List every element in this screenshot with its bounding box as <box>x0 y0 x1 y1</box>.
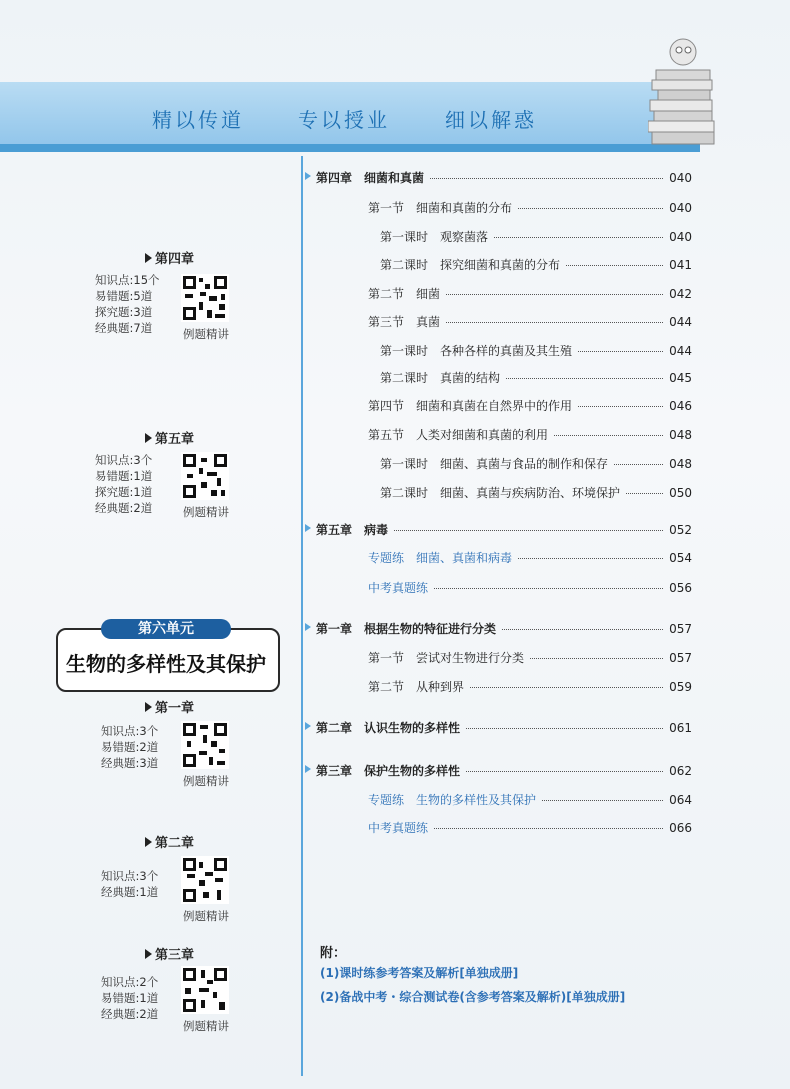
toc-page-number: 041 <box>669 258 692 272</box>
toc-label: 第一节 尝试对生物进行分类 <box>368 651 525 665</box>
toc-page-number: 057 <box>669 651 692 665</box>
toc-row[interactable] <box>368 791 692 808</box>
toc-page-number: 061 <box>669 721 692 735</box>
stat-line: 探究题:3道 <box>95 305 153 319</box>
sidebar-chapter-title: 第五章 <box>145 428 194 447</box>
toc-label: 第一课时 细菌、真菌与食品的制作和保存 <box>380 457 609 471</box>
toc-row[interactable] <box>368 678 692 695</box>
toc-leader-dots <box>446 322 663 323</box>
toc-row[interactable] <box>368 397 692 414</box>
stat-line: 知识点:3个 <box>101 724 159 738</box>
toc-page-number: 046 <box>669 399 692 413</box>
stat-line: 易错题:2道 <box>101 740 159 754</box>
toc-leader-dots <box>434 828 663 829</box>
qr-caption: 例题精讲 <box>183 327 229 341</box>
toc-leader-dots <box>554 435 663 436</box>
motto-2: 专以授业 <box>298 108 390 132</box>
qr-code-icon[interactable] <box>181 274 229 322</box>
toc-row[interactable] <box>316 762 692 779</box>
qr-code-icon[interactable] <box>181 721 229 769</box>
toc-row[interactable] <box>380 228 692 245</box>
toc-label: 专题练 细菌、真菌和病毒 <box>368 551 513 565</box>
qr-code-icon[interactable] <box>181 452 229 500</box>
books-illustration <box>648 30 718 155</box>
sidebar-chapter-title: 第二章 <box>145 832 194 851</box>
toc-row[interactable] <box>316 719 692 736</box>
toc-row[interactable] <box>380 484 692 501</box>
toc-page-number: 040 <box>669 171 692 185</box>
toc-label: 第五节 人类对细菌和真菌的利用 <box>368 428 549 442</box>
toc-page-number: 040 <box>669 230 692 244</box>
chapter-marker-icon <box>305 623 311 631</box>
toc-page-number: 045 <box>669 371 692 385</box>
toc-row[interactable] <box>368 285 692 302</box>
toc-leader-dots <box>466 771 663 772</box>
toc-page-number: 040 <box>669 201 692 215</box>
toc-page-number: 066 <box>669 821 692 835</box>
toc-row[interactable] <box>368 313 692 330</box>
toc-label: 第五章 病毒 <box>316 523 389 537</box>
toc-label: 第三节 真菌 <box>368 315 441 329</box>
unit-tab: 第六单元 <box>101 619 231 639</box>
stat-line: 经典题:2道 <box>95 501 153 515</box>
qr-code-icon[interactable] <box>181 856 229 904</box>
appendix-item[interactable]: (1)课时练参考答案及解析[单独成册] <box>320 966 519 980</box>
toc-page-number: 054 <box>669 551 692 565</box>
toc-row[interactable] <box>368 549 692 566</box>
sidebar-block-u6-ch2 <box>95 832 275 922</box>
toc-label: 第一课时 观察菌落 <box>380 230 489 244</box>
toc-label: 第二课时 真菌的结构 <box>380 371 501 385</box>
toc-label: 第一章 根据生物的特征进行分类 <box>316 622 497 636</box>
toc-row[interactable] <box>316 620 692 637</box>
stat-line: 经典题:1道 <box>101 885 159 899</box>
toc-label: 第四节 细菌和真菌在自然界中的作用 <box>368 399 573 413</box>
toc-leader-dots <box>394 530 663 531</box>
sidebar-chapter-title: 第四章 <box>145 248 194 267</box>
toc-leader-dots <box>502 629 663 630</box>
toc-leader-dots <box>530 658 663 659</box>
toc-leader-dots <box>466 728 663 729</box>
toc-page-number: 062 <box>669 764 692 778</box>
toc-page-number: 042 <box>669 287 692 301</box>
toc-leader-dots <box>542 800 663 801</box>
stat-line: 经典题:3道 <box>101 756 159 770</box>
stat-line: 知识点:15个 <box>95 273 160 287</box>
toc-row[interactable] <box>380 455 692 472</box>
qr-caption: 例题精讲 <box>183 774 229 788</box>
toc-row[interactable] <box>368 579 692 596</box>
unit-title: 生物的多样性及其保护 <box>66 652 266 676</box>
qr-caption: 例题精讲 <box>183 1019 229 1033</box>
chapter-marker-icon <box>305 722 311 730</box>
stat-line: 探究题:1道 <box>95 485 153 499</box>
stat-line: 经典题:7道 <box>95 321 153 335</box>
stat-line: 经典题:2道 <box>101 1007 159 1021</box>
toc-label: 第二课时 细菌、真菌与疾病防治、环境保护 <box>380 486 621 500</box>
toc-label: 第四章 细菌和真菌 <box>316 171 425 185</box>
toc-leader-dots <box>494 237 663 238</box>
toc-label: 第二节 从种到界 <box>368 680 465 694</box>
appendix-label: 附： <box>320 946 347 961</box>
stat-line: 易错题:1道 <box>101 991 159 1005</box>
toc-label: 第二课时 探究细菌和真菌的分布 <box>380 258 561 272</box>
stat-line: 知识点:2个 <box>101 975 159 989</box>
sidebar-block-u6-ch3 <box>95 944 275 1034</box>
sidebar-block-ch4 <box>95 248 275 348</box>
toc-row[interactable] <box>368 819 692 836</box>
toc-leader-dots <box>430 178 663 179</box>
toc-label: 第一课时 各种各样的真菌及其生殖 <box>380 344 573 358</box>
toc-page-number: 059 <box>669 680 692 694</box>
motto-3: 细以解惑 <box>445 108 537 132</box>
toc-leader-dots <box>446 294 663 295</box>
sidebar-block-ch5 <box>95 428 275 528</box>
toc-row[interactable] <box>316 521 692 538</box>
toc-leader-dots <box>626 493 663 494</box>
stat-line: 知识点:3个 <box>101 869 159 883</box>
toc-leader-dots <box>470 687 663 688</box>
toc-label: 第一节 细菌和真菌的分布 <box>368 201 513 215</box>
toc-leader-dots <box>518 208 663 209</box>
toc-leader-dots <box>614 464 663 465</box>
toc-leader-dots <box>566 265 663 266</box>
chapter-marker-icon <box>305 765 311 773</box>
toc-leader-dots <box>518 558 663 559</box>
motto-1: 精以传道 <box>152 108 244 132</box>
qr-code-icon[interactable] <box>181 966 229 1014</box>
stat-line: 知识点:3个 <box>95 453 153 467</box>
toc-row[interactable] <box>368 426 692 443</box>
toc-label: 第二章 认识生物的多样性 <box>316 721 461 735</box>
toc-page-number: 064 <box>669 793 692 807</box>
qr-caption: 例题精讲 <box>183 909 229 923</box>
toc-leader-dots <box>434 588 663 589</box>
column-divider <box>301 156 303 1076</box>
toc-label: 第三章 保护生物的多样性 <box>316 764 461 778</box>
toc-row[interactable] <box>380 256 692 273</box>
sidebar-chapter-title: 第三章 <box>145 944 194 963</box>
toc-label: 专题练 生物的多样性及其保护 <box>368 793 537 807</box>
toc-page-number: 048 <box>669 428 692 442</box>
sidebar-chapter-title: 第一章 <box>145 697 194 716</box>
toc-page-number: 044 <box>669 344 692 358</box>
chapter-marker-icon <box>305 172 311 180</box>
header-stripe <box>0 144 700 152</box>
toc-page-number: 057 <box>669 622 692 636</box>
toc-row[interactable] <box>380 369 692 386</box>
stat-line: 易错题:1道 <box>95 469 153 483</box>
toc-row[interactable] <box>380 342 692 359</box>
toc-row[interactable] <box>368 649 692 666</box>
chapter-marker-icon <box>305 524 311 532</box>
appendix-item[interactable]: (2)备战中考・综合测试卷(含参考答案及解析)[单独成册] <box>320 990 626 1004</box>
sidebar-block-u6-ch1 <box>95 697 275 787</box>
toc-page-number: 056 <box>669 581 692 595</box>
toc-page-number: 050 <box>669 486 692 500</box>
toc-row[interactable] <box>316 169 692 186</box>
stat-line: 易错题:5道 <box>95 289 153 303</box>
toc-page-number: 048 <box>669 457 692 471</box>
toc-label: 中考真题练 <box>368 581 429 595</box>
qr-caption: 例题精讲 <box>183 505 229 519</box>
toc-leader-dots <box>578 406 663 407</box>
toc-leader-dots <box>506 378 663 379</box>
toc-label: 中考真题练 <box>368 821 429 835</box>
toc-page-number: 052 <box>669 523 692 537</box>
toc-leader-dots <box>578 351 663 352</box>
toc-row[interactable] <box>368 199 692 216</box>
toc-label: 第二节 细菌 <box>368 287 441 301</box>
toc-page-number: 044 <box>669 315 692 329</box>
